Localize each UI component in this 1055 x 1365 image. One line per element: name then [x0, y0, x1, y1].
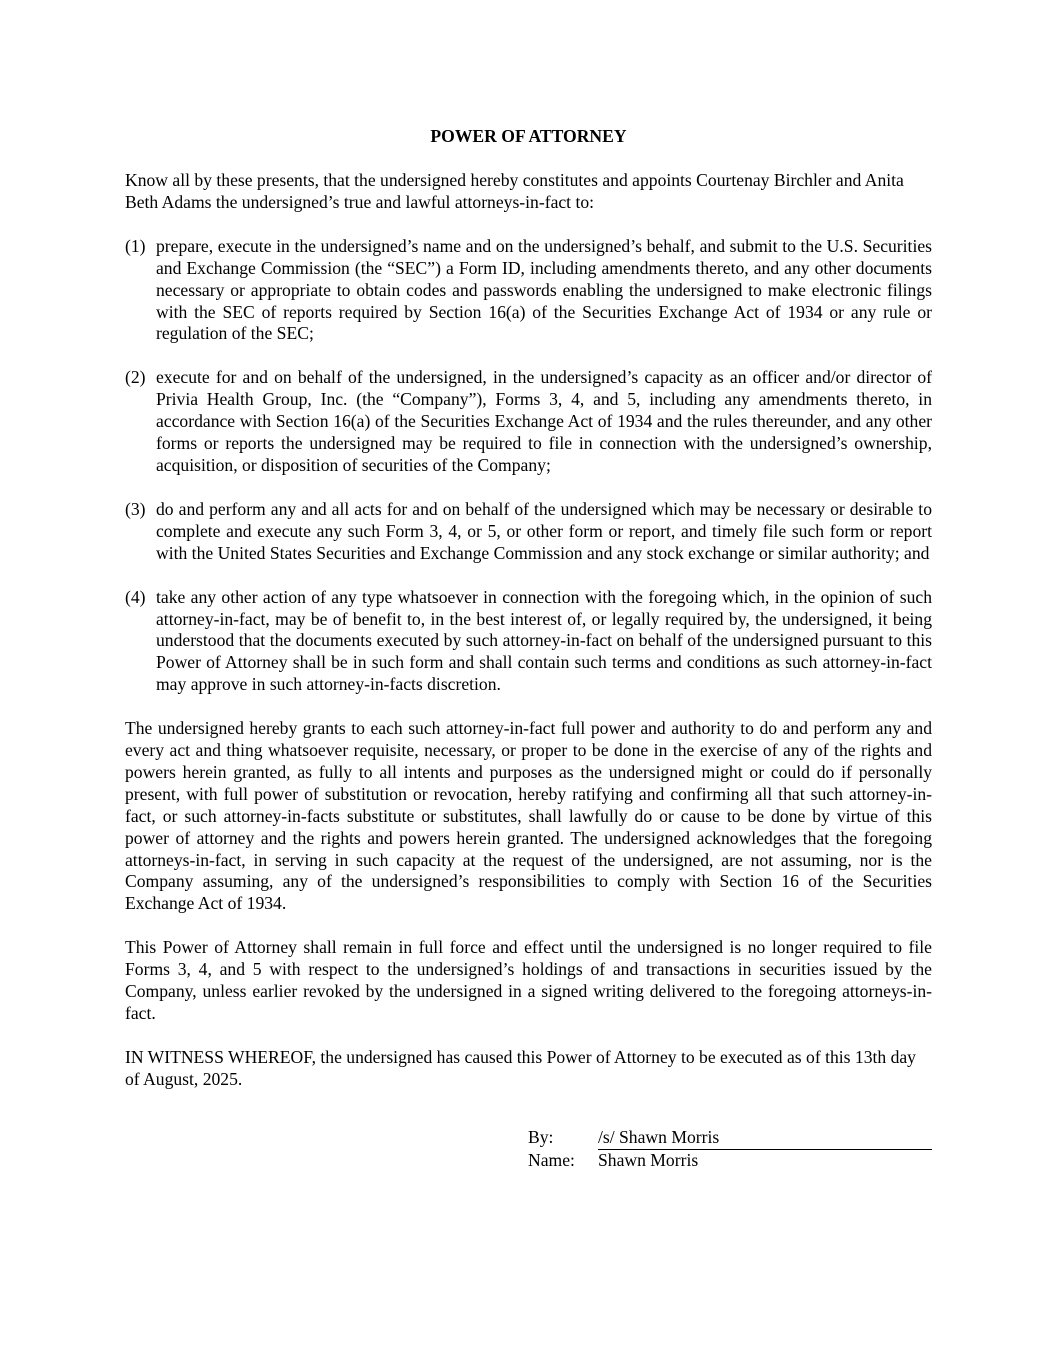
list-item	[125, 367, 932, 477]
item-number: (1)	[125, 235, 146, 256]
by-label: By:	[528, 1127, 554, 1147]
intro-paragraph: Know all by these presents, that the undersigned hereby constitutes and appoints Courtenay Birchler and Anita Beth Adams the undersigned’s true and lawful attorneys-in-fact to:	[125, 170, 904, 212]
item-number: (3)	[125, 498, 146, 519]
document-page	[125, 126, 932, 1113]
item-text: prepare, execute in the undersigned’s name and on the undersigned’s behalf, and submit to the U.S. Securities and Exchange Commission (the “SEC”) a Form ID, including amendments thereto, and any other documents necessary or appropriate to obtain codes and passwords enabling the undersigned to make electronic filings with the SEC of reports required by Section 16(a) of the Securities Exchange Act of 1934 or any rule or regulation of the SEC;	[156, 235, 932, 344]
item-text: execute for and on behalf of the undersigned, in the undersigned’s capacity as an officer and/or director of Privia Health Group, Inc. (the “Company”), Forms 3, 4, and 5, including any amendments thereto, in accordance with Section 16(a) of the Securities Exchange Act of 1934 and the rules thereunder, and any other forms or reports the undersigned may be required to file in connection with the undersigned’s ownership, acquisition, or disposition of securities of the Company;	[156, 367, 932, 475]
list-item	[125, 587, 932, 697]
witness-paragraph: IN WITNESS WHEREOF, the undersigned has caused this Power of Attorney to be executed as of this 13th day of August, 2025.	[125, 1046, 916, 1089]
item-text: take any other action of any type whatsoever in connection with the foregoing which, in the opinion of such attorney-in-fact, may be of benefit to, in the best interest of, or legally required by, the undersigned, it being understood that the documents executed by such attorney-in-fact on behalf of the undersigned pursuant to this Power of Attorney shall be in such form and shall contain such terms and conditions as such attorney-in-fact may approve in such attorney-in-facts discretion.	[156, 586, 932, 695]
signer-name: Shawn Morris	[598, 1150, 699, 1170]
item-number: (4)	[125, 586, 146, 607]
list-item	[125, 499, 932, 565]
duration-paragraph: This Power of Attorney shall remain in full force and effect until the undersigned is no longer required to file Forms 3, 4, and 5 with respect to the undersigned’s holdings of and transactions in securities issued by the Company, unless earlier revoked by the undersigned in a signed writing delivered to the foregoing attorneys-in-fact.	[125, 937, 932, 1023]
name-label: Name:	[528, 1150, 575, 1170]
item-text: do and perform any and all acts for and on behalf of the undersigned which may be necessary or desirable to complete and execute any such Form 3, 4, or 5, or other form or report, and timely file such form or report with the United States Securities and Exchange Commission and any stock exchange or similar authority; and	[156, 498, 932, 563]
list-item	[125, 236, 932, 346]
signature-by-row	[528, 1127, 932, 1150]
document-title: POWER OF ATTORNEY	[430, 126, 627, 146]
signature-line: /s/ Shawn Morris	[598, 1127, 932, 1150]
signature-name-row	[528, 1150, 932, 1173]
item-number: (2)	[125, 367, 146, 388]
grant-paragraph: The undersigned hereby grants to each such attorney-in-fact full power and authority to do and perform any and every act and thing whatsoever requisite, necessary, or proper to be done in the exercise of any of the rights and powers herein granted, as fully to all intents and purposes as the undersigned might or could do if personally present, with full power of substitution or revocation, hereby ratifying and confirming all that such attorney-in-fact, or such attorney-in-facts substitute or substitutes, shall lawfully do or cause to be done by virtue of this power of attorney and the rights and powers herein granted. The undersigned acknowledges that the foregoing attorneys-in-fact, in serving in such capacity at the request of the undersigned, are not assuming, nor is the Company assuming, any of the undersigned’s responsibilities to comply with Section 16 of the Securities Exchange Act of 1934.	[125, 718, 932, 914]
signature-block	[528, 1127, 932, 1173]
